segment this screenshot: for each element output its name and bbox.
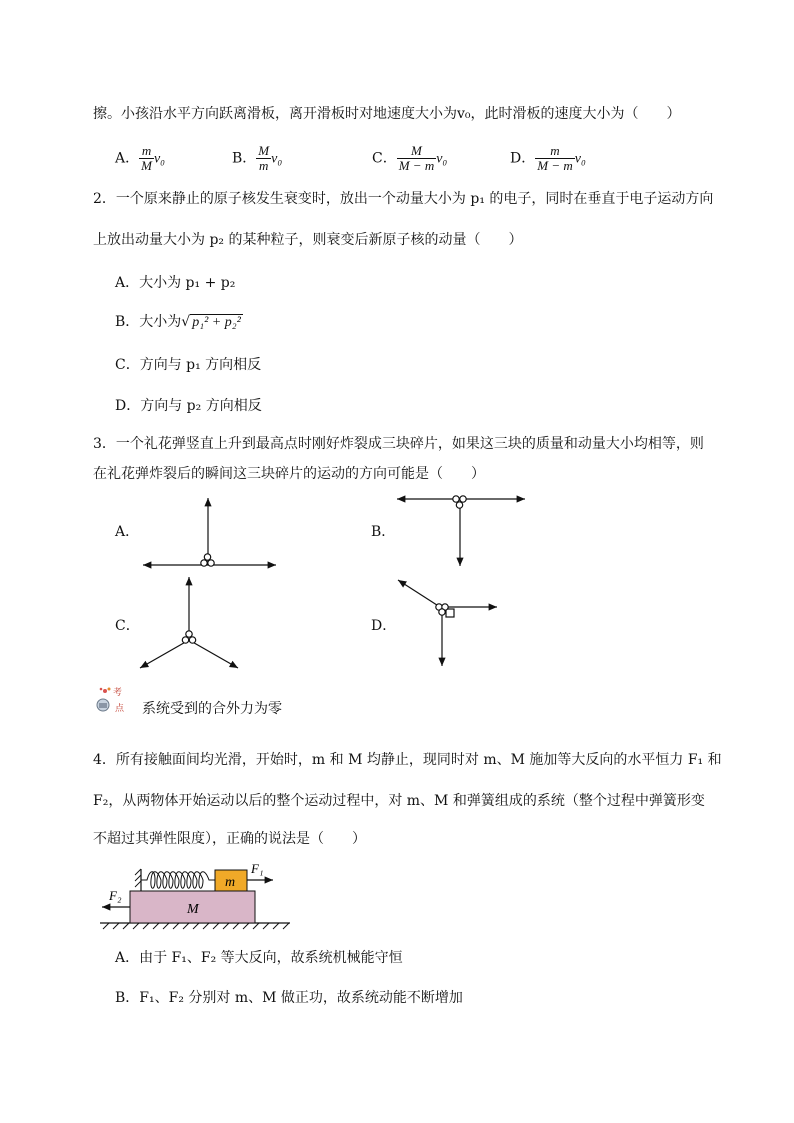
f1-label: F₁	[251, 861, 264, 876]
q3-label-a: A．	[115, 524, 140, 540]
q4-option-a: A．由于 F₁、F₂ 等大反向，故系统机械能守恒	[115, 950, 403, 966]
diagram-d	[398, 580, 497, 666]
block-m-label: m	[225, 875, 236, 890]
q1-option-c: C． $\frac{M}{M - m}$ v₀	[372, 143, 448, 173]
q3-label-d: D．	[371, 618, 397, 634]
q1-option-a: A． $\frac{m}{M}$ v₀	[115, 143, 166, 173]
diagram-b	[397, 496, 525, 566]
q2-option-d: D．方向与 p₂ 方向相反	[115, 398, 262, 414]
q3-line2: 在礼花弹炸裂后的瞬间这三块碎片的运动的方向可能是（ ）	[93, 466, 485, 482]
diagram-a	[143, 498, 276, 566]
q4-diagram	[95, 855, 315, 935]
kaodian-badge-icon: 考 点	[93, 685, 129, 721]
q4-line2: F₂，从两物体开始运动以后的整个运动过程中，对 m、M 和弹簧组成的系统（整个过程中弹簧形变	[93, 793, 705, 809]
q4-option-b: B．F₁、F₂ 分别对 m、M 做正功，故系统动能不断增加	[115, 990, 463, 1006]
q2-line1: 2．一个原来静止的原子核发生衰变时，放出一个动量大小为 p₁ 的电子，同时在垂直于电子运动方向	[93, 191, 714, 207]
spring	[141, 872, 215, 889]
q4-line3: 不超过其弹性限度），正确的说法是（ ）	[93, 831, 366, 847]
q3-label-b: B．	[371, 524, 396, 540]
q4-line1: 4．所有接触面间均光滑，开始时，m 和 M 均静止，现同时对 m、M 施加等大反向的水平恒力 F₁ 和	[93, 752, 722, 768]
q2-option-c: C．方向与 p₁ 方向相反	[115, 357, 262, 373]
q3-label-c: C．	[115, 618, 140, 634]
q2-option-b: B．大小为√ p₁² + p₂²	[115, 314, 241, 330]
q2-line2: 上放出动量大小为 p₂ 的某种粒子，则衰变后新原子核的动量（ ）	[93, 232, 523, 248]
q3-line1: 3．一个礼花弹竖直上升到最高点时刚好炸裂成三块碎片，如果这三块的质量和动量大小均相等，则	[93, 436, 704, 452]
kaodian-text: 系统受到的合外力为零	[142, 701, 282, 717]
q1-text: 擦。小孩沿水平方向跃离滑板，离开滑板时对地速度大小为v₀，此时滑板的速度大小为（ ）	[93, 106, 681, 122]
diagram-c	[140, 577, 238, 668]
q2-option-a: A．大小为 p₁ + p₂	[115, 275, 236, 291]
q1-option-b: B． $\frac{M}{m}$ v₀	[232, 143, 283, 173]
ground-hatch	[103, 923, 289, 929]
f2-label: F₂	[109, 888, 122, 903]
q1-option-d: D． $\frac{m}{M - m}$ v₀	[510, 143, 586, 173]
block-M-label: M	[187, 902, 199, 917]
